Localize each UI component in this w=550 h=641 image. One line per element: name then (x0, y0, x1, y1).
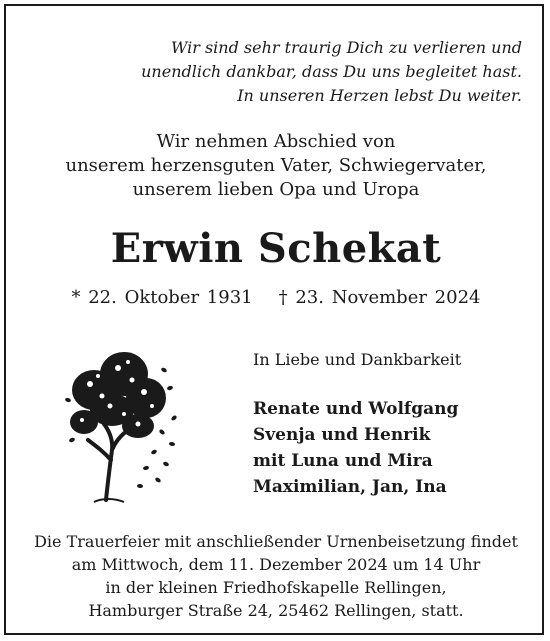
mourner-name: mit Luna und Mira (253, 451, 433, 471)
tree-icon (54, 340, 182, 508)
mourner-name: Svenja und Henrik (253, 425, 431, 445)
intro-line: unserem lieben Opa und Uropa (132, 179, 420, 200)
intro-line: unserem herzensguten Vater, Schwiegervater, (65, 155, 487, 176)
ceremony-line: Hamburger Straße 24, 25462 Rellingen, statt. (88, 601, 464, 620)
ceremony-line: in der kleinen Friedhofskapelle Rellingen, (105, 578, 447, 597)
mourner-name: Maximilian, Jan, Ina (253, 477, 447, 497)
birth-date: * 22. Oktober 1931 (71, 287, 253, 308)
intro-line: Wir nehmen Abschied von (156, 131, 396, 152)
ceremony-line: am Mittwoch, dem 11. Dezember 2024 um 14 Uhr (71, 555, 481, 574)
obituary-frame (4, 4, 544, 635)
ceremony-line: Die Trauerfeier mit anschließender Urnenbeisetzung findet (34, 532, 518, 551)
deceased-name: Erwin Schekat (110, 225, 442, 272)
mourner-name: Renate und Wolfgang (253, 399, 459, 419)
farewell-intro (6, 130, 546, 202)
mourners-list (253, 396, 458, 500)
mourners-heading: In Liebe und Dankbarkeit (253, 350, 462, 369)
death-date: † 23. November 2024 (278, 287, 481, 308)
quote-line: unendlich dankbar, dass Du uns begleitet hast. (141, 62, 522, 81)
quote-line: In unseren Herzen lebst Du weiter. (237, 86, 522, 105)
funeral-details (6, 530, 546, 622)
life-dates (6, 286, 546, 310)
memorial-quote (92, 36, 522, 108)
quote-line: Wir sind sehr traurig Dich zu verlieren und (170, 38, 522, 57)
